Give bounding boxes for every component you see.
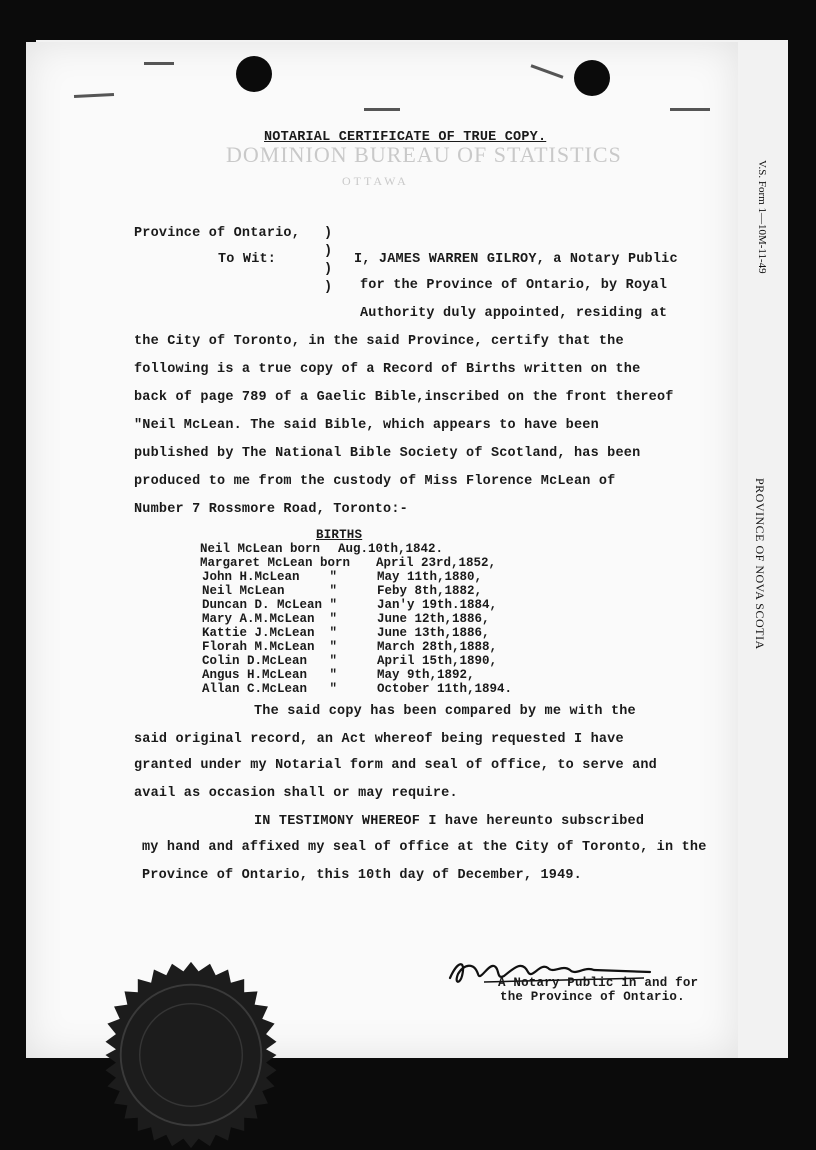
body-line: produced to me from the custody of Miss Florence McLean of — [134, 474, 616, 489]
form-number: V.S. Form 1—10M-11-49 — [756, 160, 768, 274]
birth-name: Allan C.McLean " — [202, 682, 338, 696]
body-line: Number 7 Rossmore Road, Toronto:- — [134, 502, 408, 517]
signature-title-line2: the Province of Ontario. — [500, 990, 685, 1004]
births-heading: BIRTHS — [316, 528, 363, 542]
closing-line: Province of Ontario, this 10th day of December, 1949. — [142, 868, 582, 883]
birth-name: Margaret McLean born — [200, 556, 351, 570]
body-line: back of page 789 of a Gaelic Bible,inscribed on the front thereof — [134, 390, 674, 405]
closing-line: avail as occasion shall or may require. — [134, 786, 458, 801]
birth-name: Mary A.M.McLean " — [202, 612, 338, 626]
birth-row — [202, 668, 475, 682]
body-line: for the Province of Ontario, by Royal — [360, 278, 668, 293]
document-page — [26, 42, 738, 1058]
birth-date: Jan'y 19th.1884, — [377, 598, 498, 612]
birth-row — [202, 640, 497, 654]
staple-mark — [74, 93, 114, 98]
birth-date: October 11th,1894. — [377, 682, 513, 696]
jurisdiction-to-wit: To Wit: — [218, 252, 277, 267]
closing-line: granted under my Notarial form and seal of office, to serve and — [134, 758, 657, 773]
birth-row — [202, 570, 482, 584]
birth-date: Aug.10th,1842. — [338, 542, 444, 556]
birth-row — [202, 682, 512, 696]
body-line: following is a true copy of a Record of Births written on the — [134, 362, 641, 377]
birth-name: Angus H.McLean " — [202, 668, 338, 682]
birth-name: John H.McLean " — [202, 570, 338, 584]
ghost-city: OTTAWA — [342, 174, 409, 188]
birth-name: Neil McLean born — [200, 542, 321, 556]
birth-date: April 23rd,1852, — [376, 556, 497, 570]
staple-mark — [364, 108, 400, 111]
birth-date: May 11th,1880, — [377, 570, 483, 584]
signature-block — [444, 954, 699, 1004]
birth-date: May 9th,1892, — [377, 668, 475, 682]
birth-date: Feby 8th,1882, — [377, 584, 483, 598]
body-line: published by The National Bible Society of Scotland, has been — [134, 446, 641, 461]
notarial-seal — [96, 960, 286, 1150]
bracket: ) — [324, 262, 333, 277]
birth-date: June 13th,1886, — [377, 626, 490, 640]
birth-name: Neil McLean " — [202, 584, 338, 598]
signature-title-line1: A Notary Public in and for — [498, 976, 699, 990]
bracket: ) — [324, 280, 333, 295]
staple-mark — [144, 62, 174, 65]
birth-date: June 12th,1886, — [377, 612, 490, 626]
body-line: the City of Toronto, in the said Province, certify that the — [134, 334, 624, 349]
closing-line: said original record, an Act whereof being requested I have — [134, 732, 624, 747]
body-line: I, JAMES WARREN GILROY, a Notary Public — [354, 252, 678, 267]
birth-name: Kattie J.McLean " — [202, 626, 338, 640]
staple-mark — [531, 64, 564, 78]
birth-row — [202, 584, 482, 598]
birth-row — [200, 556, 496, 570]
bracket: ) — [324, 226, 333, 241]
birth-name: Duncan D. McLean " — [202, 598, 338, 612]
birth-row — [202, 612, 490, 626]
testimony-line: IN TESTIMONY WHEREOF I have hereunto subscribed — [254, 814, 645, 829]
birth-date: March 28th,1888, — [377, 640, 498, 654]
staple-mark — [670, 108, 710, 111]
body-line: Authority duly appointed, residing at — [360, 306, 668, 321]
body-line: "Neil McLean. The said Bible, which appears to have been — [134, 418, 599, 433]
birth-date: April 15th,1890, — [377, 654, 498, 668]
document-title: NOTARIAL CERTIFICATE OF TRUE COPY. — [264, 130, 547, 145]
birth-row — [200, 542, 443, 556]
birth-row — [202, 654, 497, 668]
birth-name: Florah M.McLean " — [202, 640, 338, 654]
birth-row — [202, 598, 497, 612]
ghost-letterhead: DOMINION BUREAU OF STATISTICS — [226, 142, 622, 167]
punch-hole-left — [236, 56, 272, 92]
closing-line: The said copy has been compared by me with the — [254, 704, 636, 719]
birth-row — [202, 626, 490, 640]
jurisdiction-province: Province of Ontario, — [134, 226, 301, 241]
closing-line: my hand and affixed my seal of office at the City of Toronto, in the — [142, 840, 707, 855]
province-label: PROVINCE OF NOVA SCOTIA — [753, 478, 767, 650]
bracket: ) — [324, 244, 333, 259]
birth-name: Colin D.McLean " — [202, 654, 338, 668]
punch-hole-right — [574, 60, 610, 96]
